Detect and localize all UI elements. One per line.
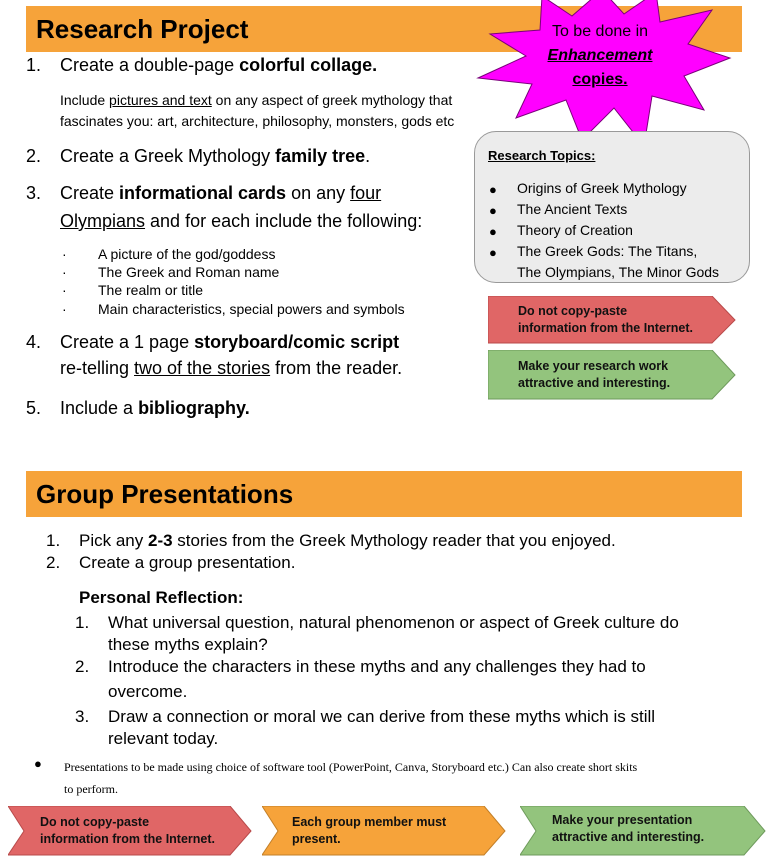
card-bullet-4: Main characteristics, special powers and symbols (98, 301, 405, 317)
star-line-3: copies. (572, 71, 628, 88)
research-item-1 (60, 55, 377, 76)
research-item-3-mid: on any (286, 183, 351, 203)
topic-bullet-2: ● (489, 203, 497, 218)
research-item-3-line-2 (60, 211, 422, 232)
research-arrow-2-line-1: Make your research work (518, 359, 669, 373)
research-item-5-pre: Include a (60, 398, 139, 418)
research-item-3-bold: informational cards (119, 183, 287, 203)
group-arrow-1-line-2: information from the Internet. (40, 832, 215, 846)
card-bullet-mark-3: · (62, 282, 67, 298)
research-topics-box (474, 131, 750, 283)
topic-bullet-1: ● (489, 182, 497, 197)
group-arrow-3-line-2: attractive and interesting. (552, 830, 705, 844)
reflection-q2-num: 2. (75, 657, 90, 676)
research-item-5-bold: bibliography. (138, 398, 250, 418)
research-arrow-2-line-2: attractive and interesting. (518, 376, 671, 390)
reflection-q3-num: 3. (75, 707, 90, 726)
research-item-4-num: 4. (26, 332, 42, 352)
reflection-q1-num: 1. (75, 613, 90, 632)
research-topics-heading: Research Topics: (488, 148, 596, 163)
reflection-q3-line-2: relevant today. (108, 729, 219, 748)
group-item-1 (79, 531, 616, 551)
research-item-4-l2-post: from the reader. (270, 358, 403, 378)
collage-desc-pre: Include (60, 92, 110, 108)
research-item-2 (60, 146, 370, 167)
note-line-2: to perform. (64, 782, 118, 796)
research-item-2-text: Create a Greek Mythology (60, 146, 276, 166)
reflection-q2-line-2: overcome. (108, 682, 188, 701)
card-bullet-3: The realm or title (98, 282, 204, 298)
card-bullet-mark-1: · (62, 246, 67, 262)
research-item-3-olympians: Olympians (60, 211, 146, 231)
group-arrow-3-line-1: Make your presentation (552, 813, 693, 827)
topic-item-1: Origins of Greek Mythology (517, 180, 687, 196)
research-item-2-post: . (365, 146, 371, 166)
research-item-5-num: 5. (26, 398, 42, 418)
collage-desc-post: on any aspect of greek mythology that (211, 92, 453, 108)
reflection-heading: Personal Reflection: (79, 588, 244, 607)
group-item-1-post: stories from the Greek Mythology reader that you enjoyed. (172, 531, 616, 550)
group-item-2-num: 2. (46, 553, 61, 572)
research-item-4-pre: Create a 1 page (60, 332, 195, 352)
group-arrow-each-member (262, 806, 506, 856)
card-bullet-1: A picture of the god/goddess (98, 246, 276, 262)
research-arrow-attractive (488, 350, 736, 400)
research-arrow-1-line-2: information from the Internet. (518, 321, 693, 335)
research-item-3-line-1 (60, 183, 381, 204)
topic-bullet-4: ● (489, 245, 497, 260)
group-title: Group Presentations (36, 479, 294, 509)
group-arrow-2-line-2: present. (292, 832, 341, 846)
card-bullet-mark-4: · (62, 301, 67, 317)
collage-desc-line-1 (60, 92, 452, 108)
research-item-1-bold: colorful collage. (239, 55, 378, 75)
group-arrow-attractive (520, 806, 766, 856)
enhancement-star (474, 0, 744, 150)
reflection-q2-line-1: Introduce the characters in these myths and any challenges they had to (108, 657, 646, 676)
group-arrow-no-copy (8, 806, 252, 856)
research-item-2-bold: family tree (275, 146, 366, 166)
research-item-1-num: 1. (26, 55, 42, 75)
research-item-2-num: 2. (26, 146, 42, 166)
research-item-4-l2-pre: re-telling (60, 358, 135, 378)
group-arrow-1-line-1: Do not copy-paste (40, 815, 150, 829)
note-line-1: Presentations to be made using choice of software tool (PowerPoint, Canva, Storyboard etc.) Can also create short skits (64, 760, 638, 774)
note-bullet: ● (34, 756, 42, 771)
card-bullet-mark-2: · (62, 264, 67, 280)
reflection-q3-line-1: Draw a connection or moral we can derive from these myths which is still (108, 707, 656, 726)
star-line-2: Enhancement (547, 47, 653, 64)
reflection-q1-line-1: What universal question, natural phenomenon or aspect of Greek culture do (108, 613, 679, 632)
research-item-4-line-1 (60, 332, 399, 353)
topic-item-3: Theory of Creation (517, 222, 633, 238)
research-item-4-two-stories: two of the stories (134, 358, 271, 378)
pictures-and-text-underlined: pictures and text (109, 92, 212, 108)
research-item-3-num: 3. (26, 183, 42, 203)
topic-item-2: The Ancient Texts (517, 201, 628, 217)
star-line-1: To be done in (551, 23, 649, 40)
topic-item-5: The Olympians, The Minor Gods (517, 264, 720, 280)
group-arrow-2-line-1: Each group member must (292, 815, 447, 829)
research-item-4-line-2 (60, 358, 402, 379)
topic-item-4: The Greek Gods: The Titans, (517, 243, 698, 259)
research-item-3-four: four (350, 183, 382, 203)
research-item-4-bold: storyboard/comic script (194, 332, 400, 352)
research-arrow-1-line-1: Do not copy-paste (518, 304, 628, 318)
group-item-1-num: 1. (46, 531, 61, 550)
research-item-3-post: and for each include the following: (145, 211, 423, 231)
group-banner (26, 471, 742, 517)
group-item-1-pre: Pick any (79, 531, 148, 550)
research-item-3-pre: Create (60, 183, 120, 203)
research-item-5 (60, 398, 250, 419)
group-item-2: Create a group presentation. (79, 553, 296, 572)
collage-desc-line-2: fascinates you: art, architecture, philosophy, monsters, gods etc (60, 113, 455, 129)
research-title: Research Project (36, 14, 249, 44)
reflection-q1-line-2: these myths explain? (108, 635, 268, 654)
research-arrow-no-copy (488, 296, 736, 344)
topic-bullet-3: ● (489, 224, 497, 239)
group-item-1-bold: 2-3 (147, 531, 173, 550)
card-bullet-2: The Greek and Roman name (98, 264, 280, 280)
research-item-1-text: Create a double-page (60, 55, 240, 75)
